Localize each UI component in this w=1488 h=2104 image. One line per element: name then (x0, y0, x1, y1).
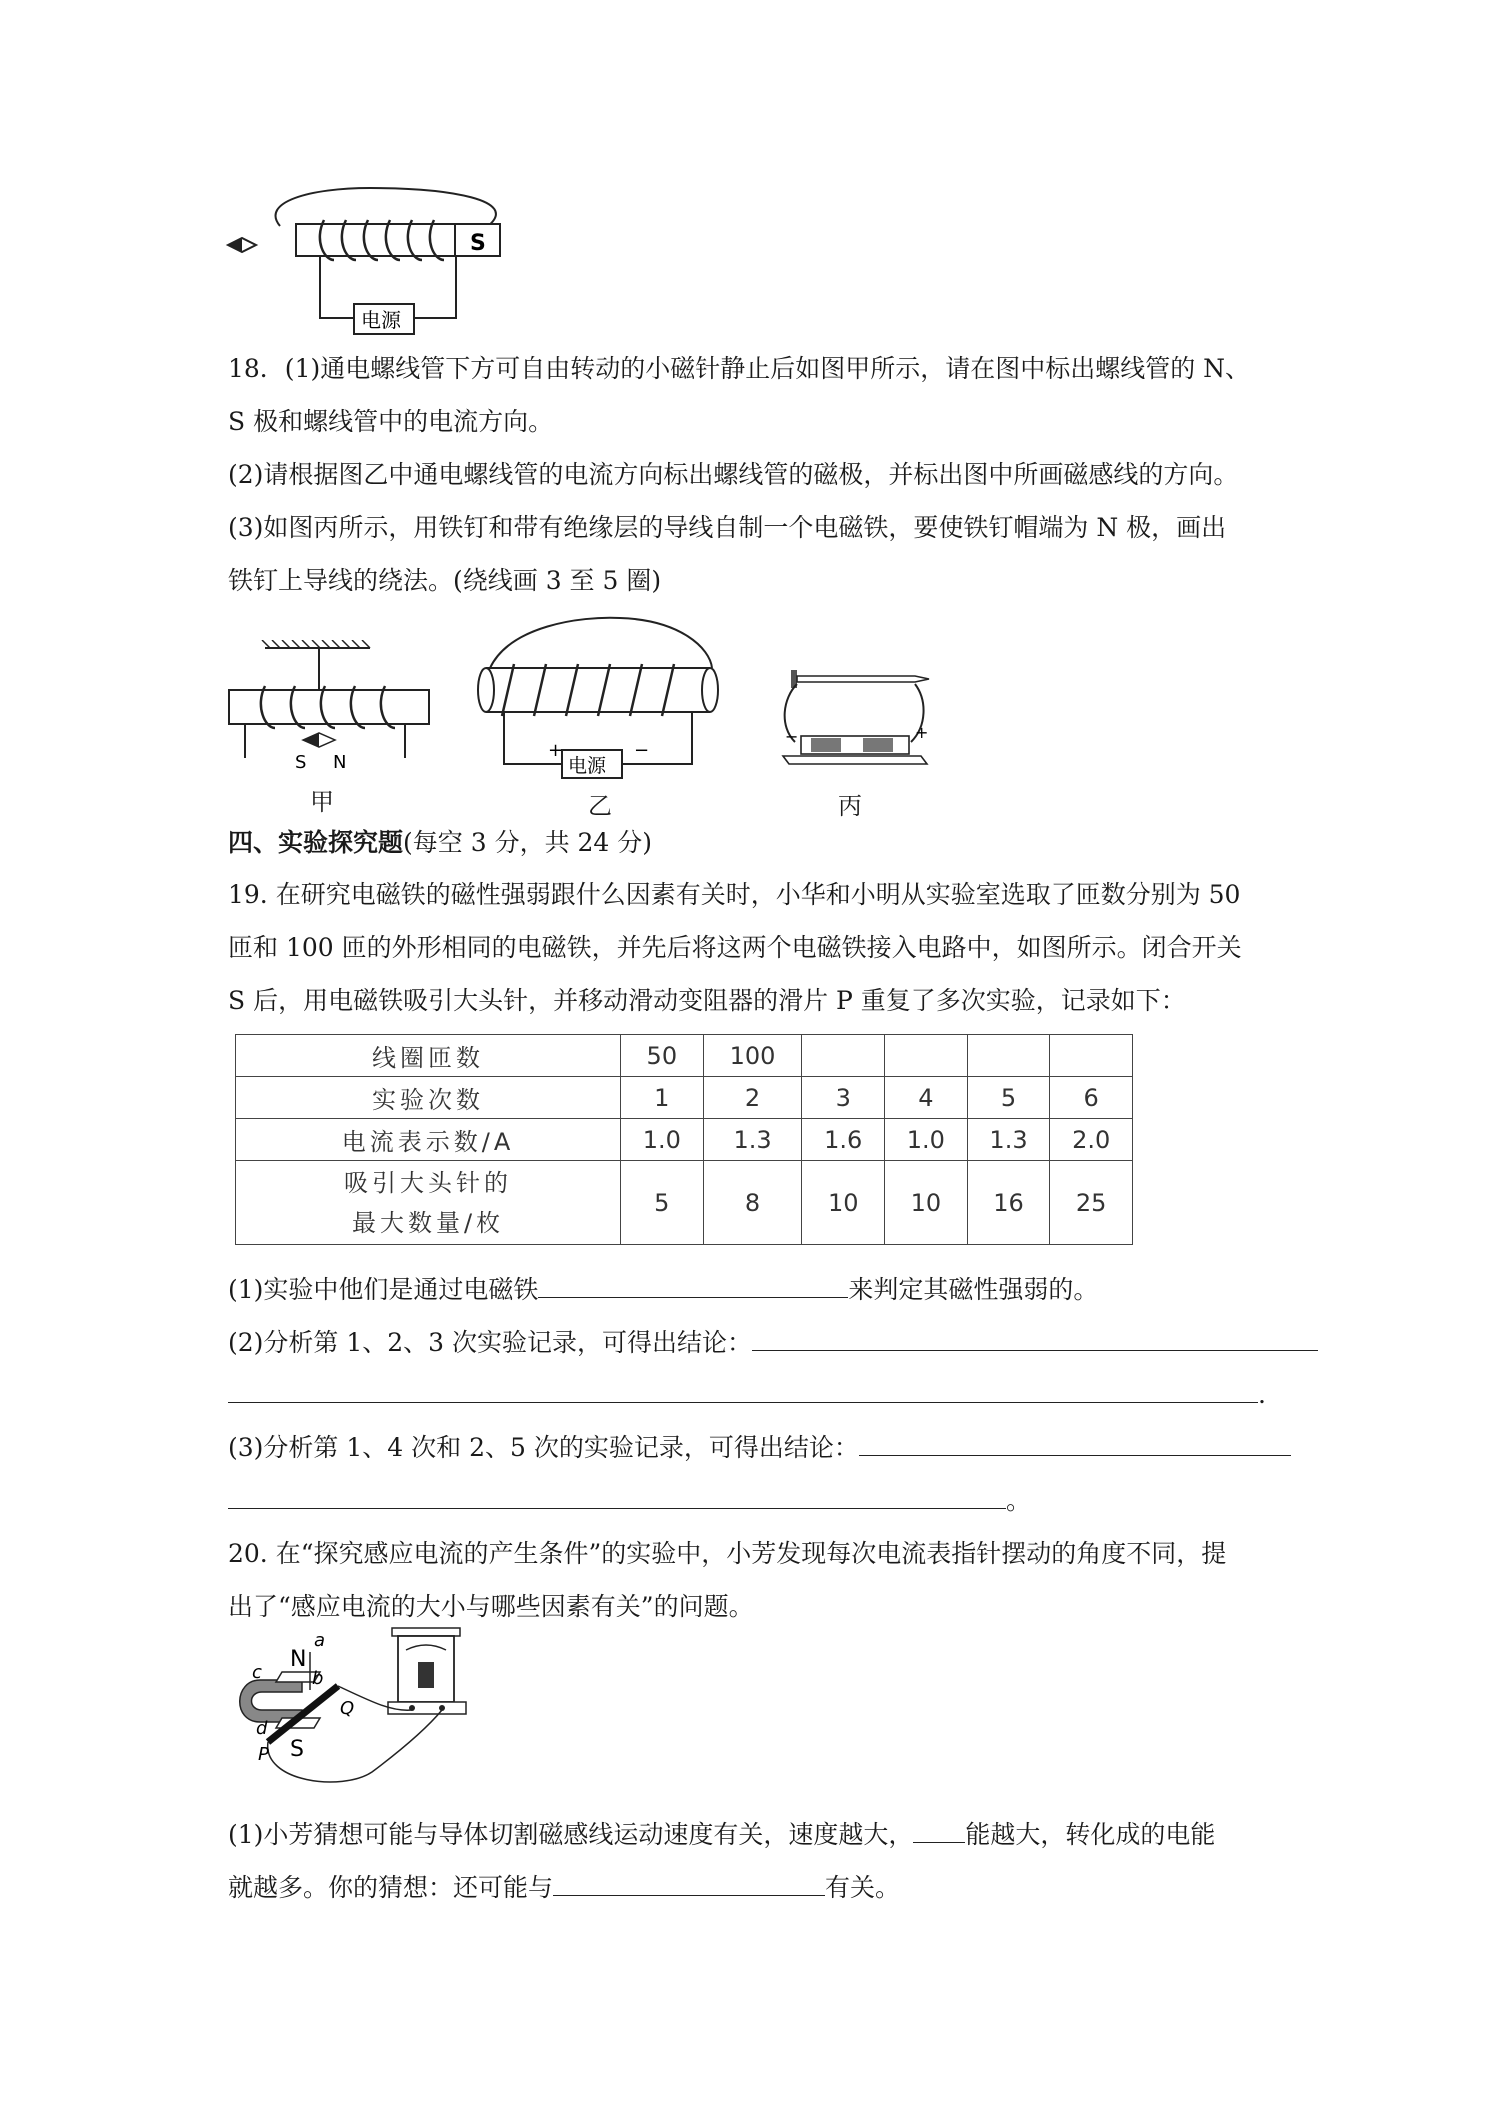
q19-sub-3 (228, 1431, 1274, 1465)
label-d: d (256, 1718, 268, 1739)
figure-yi-caption: 乙 (588, 792, 612, 820)
table-cell: 5 (621, 1161, 704, 1245)
figure-bing-caption: 丙 (838, 792, 862, 820)
power-source-label: 电源 (568, 755, 607, 777)
q20-sub-1 (228, 1818, 1274, 1852)
table-cell: 50 (621, 1035, 704, 1077)
needle-s-label: S (295, 752, 307, 773)
table-cell: 3 (802, 1077, 885, 1119)
table-cell: 4 (885, 1077, 968, 1119)
table-cell (1050, 1035, 1133, 1077)
table-cell: 1.0 (621, 1119, 704, 1161)
q19-sub-2-cont (228, 1378, 1274, 1412)
figure-bing (775, 660, 935, 778)
table-cell: 1.6 (802, 1119, 885, 1161)
q19-sub-2 (228, 1326, 1274, 1360)
answer-blank[interactable] (752, 1326, 1318, 1351)
q19-sub-3-prefix: (3)分析第 1、4 次和 2、5 次的实验记录，可得出结论： (228, 1433, 859, 1462)
q18-line-5: 铁钉上导线的绕法。(绕线画 3 至 5 圈) (228, 566, 662, 595)
q19-sub-1-prefix: (1)实验中他们是通过电磁铁 (228, 1275, 539, 1304)
section-4-title: 四、实验探究题 (228, 828, 404, 857)
table-row-label (236, 1161, 621, 1245)
q20-sub-1-middle: 能越大，转化成的电能 (965, 1820, 1216, 1849)
table-cell: 5 (967, 1077, 1050, 1119)
answer-blank[interactable] (538, 1273, 848, 1298)
q20-sub-1-line2-prefix: 就越多。你的猜想：还可能与 (228, 1873, 554, 1902)
section-4-subtitle: (每空 3 分，共 24 分) (403, 828, 653, 857)
answer-blank[interactable] (553, 1871, 825, 1896)
q19-line-1: 19. 在研究电磁铁的磁性强弱跟什么因素有关时，小华和小明从实验室选取了匝数分别为 50 (228, 880, 1241, 909)
table-cell: 6 (1050, 1077, 1133, 1119)
q19-line-2: 匝和 100 匝的外形相同的电磁铁，并先后将这两个电磁铁接入电路中，如图所示。闭合开关 (228, 933, 1242, 962)
plus-label: + (915, 723, 929, 742)
table-row-label: 线圈匝数 (236, 1035, 621, 1077)
table-cell (967, 1035, 1050, 1077)
q18-line-3: (2)请根据图乙中通电螺线管的电流方向标出螺线管的磁极，并标出图中所画磁感线的方向。 (228, 460, 1239, 489)
q20-sub-1-line2-suffix: 有关。 (825, 1873, 901, 1902)
table-row-trials (236, 1077, 1133, 1119)
q18-line-4: (3)如图丙所示，用铁钉和带有绝缘层的导线自制一个电磁铁，要使铁钉帽端为 N 极，画出 (228, 513, 1227, 542)
table-row-label: 实验次数 (236, 1077, 621, 1119)
table-cell: 100 (703, 1035, 802, 1077)
q19-line-3: S 后，用电磁铁吸引大头针，并移动滑动变阻器的滑片 P 重复了多次实验，记录如下： (228, 986, 1186, 1015)
table-row-label: 电流表示数/A (236, 1119, 621, 1161)
q19-sub-3-end: 。 (1006, 1486, 1032, 1515)
galvanometer-icon (388, 1628, 466, 1714)
table-cell: 10 (885, 1161, 968, 1245)
table-row-label-line1: 吸引大头针的 (344, 1168, 512, 1197)
answer-blank[interactable] (228, 1484, 1006, 1509)
q20-sub-1-prefix: (1)小芳猜想可能与导体切割磁感线运动速度有关，速度越大， (228, 1820, 914, 1849)
q19-sub-3-cont (228, 1484, 1274, 1518)
pole-n-label: N (290, 1647, 307, 1672)
minus-label: − (634, 740, 650, 761)
table-cell: 1.3 (967, 1119, 1050, 1161)
data-table (235, 1034, 1133, 1245)
table-row-turns (236, 1035, 1133, 1077)
table-cell: 1 (621, 1077, 704, 1119)
label-q: Q (340, 1698, 355, 1719)
table-row-current (236, 1119, 1133, 1161)
table-cell: 10 (802, 1161, 885, 1245)
plus-label: + (548, 740, 564, 761)
q19-sub-1-suffix: 来判定其磁性强弱的。 (848, 1275, 1099, 1304)
compass-needle-icon (228, 238, 256, 252)
label-p: P (258, 1744, 269, 1765)
label-b: b (312, 1668, 324, 1689)
q19-sub-2-end: . (1258, 1380, 1266, 1409)
q20-line-2: 出了“感应电流的大小与哪些因素有关”的问题。 (228, 1592, 754, 1621)
needle-n-label: N (333, 752, 347, 773)
figure-jia (225, 640, 435, 775)
q18-line-1: 18．(1)通电螺线管下方可自由转动的小磁针静止后如图甲所示，请在图中标出螺线管的 N、 (228, 354, 1251, 383)
power-source-label: 电源 (361, 308, 401, 332)
q20-line-1: 20. 在“探究感应电流的产生条件”的实验中，小芳发现每次电流表指针摆动的角度不同，提 (228, 1539, 1227, 1568)
table-row-pins (236, 1161, 1133, 1245)
section-4-heading (228, 826, 1274, 860)
figure-induction (222, 1622, 482, 1798)
pole-s-label: S (470, 231, 486, 256)
q19-sub-2-prefix: (2)分析第 1、2、3 次实验记录，可得出结论： (228, 1328, 753, 1357)
figure-jia-caption: 甲 (310, 788, 334, 816)
figure-yi (470, 608, 730, 783)
answer-blank[interactable] (913, 1818, 965, 1843)
table-cell: 2.0 (1050, 1119, 1133, 1161)
table-cell (885, 1035, 968, 1077)
q18-line-2: S 极和螺线管中的电流方向。 (228, 407, 554, 436)
table-row-label-line2: 最大数量/枚 (351, 1208, 505, 1237)
label-a: a (314, 1630, 326, 1651)
q19-sub-1 (228, 1273, 1274, 1307)
pole-s-label: S (290, 1737, 304, 1762)
table-cell: 1.0 (885, 1119, 968, 1161)
table-cell (802, 1035, 885, 1077)
table-cell: 1.3 (703, 1119, 802, 1161)
answer-blank[interactable] (859, 1431, 1291, 1456)
table-cell: 8 (703, 1161, 802, 1245)
table-cell: 2 (703, 1077, 802, 1119)
label-c: c (252, 1662, 262, 1683)
table-cell: 25 (1050, 1161, 1133, 1245)
q20-sub-1-cont (228, 1871, 1274, 1905)
minus-label: − (785, 727, 799, 746)
figure-solenoid-top (220, 180, 520, 350)
table-cell: 16 (967, 1161, 1050, 1245)
compass-needle-icon (303, 733, 335, 747)
answer-blank[interactable] (228, 1378, 1258, 1403)
